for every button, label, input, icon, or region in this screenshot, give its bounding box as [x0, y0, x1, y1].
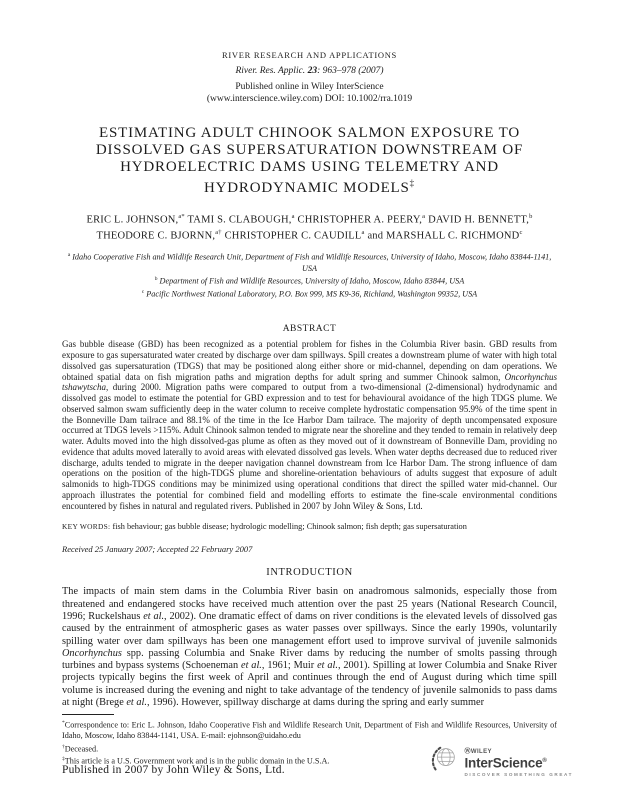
footnote-marker: †: [62, 743, 65, 750]
author: CHRISTOPHER A. PEERY,: [297, 214, 423, 226]
published-online-line: Published online in Wiley InterScience: [235, 82, 384, 92]
author-list: [62, 211, 557, 243]
keywords-line: [62, 522, 557, 531]
author-affil-marker: b: [529, 213, 533, 221]
affiliation-list: [62, 250, 557, 299]
introduction-body: [62, 586, 557, 709]
intro-text: The impacts of main stem dams in the Columbia River basin on anadromous salmonids, especially those from threatened and endangered stocks have received much attention over the past 25 years (National Research Council, 1996; Ruckelshaus: [62, 586, 557, 622]
abstract-text: Gas bubble disease (GBD) has been recognized as a potential problem for fishes in the Columbia River basin. GBD results from exposure to gas supersaturated water created by discharge over dam spillways. Spill creates a downstream plume of water with high total dissolved gas supersaturation (TDGS) that may be positioned along either shore or mid-channel, depending on dam operations. We obtained spatial data on fish migration paths and migration depths for adult spring and summer Chinook salmon,: [62, 339, 557, 382]
affil-text: Department of Fish and Wildlife Resources, University of Idaho, Moscow, Idaho 83844, USA: [159, 276, 465, 286]
abstract-body: [62, 339, 557, 511]
citation-pages: : 963–978 (2007): [317, 66, 384, 76]
author-affil-marker: a: [422, 213, 426, 221]
wiley-interscience-logo: [428, 743, 573, 780]
journal-name: RIVER RESEARCH AND APPLICATIONS: [222, 50, 397, 60]
footnote-text: Correspondence to: Eric L. Johnson, Idaho Cooperative Fish and Wildlife Research Unit, Department of Fish and Wildlife Resources, University of Idaho, Moscow, Idaho 83844-1141, USA. E-mail: ejohnson@uidaho.edu: [62, 721, 557, 741]
author: and MARSHALL C. RICHMOND: [367, 230, 520, 242]
logo-tagline: DISCOVER SOMETHING GREAT: [464, 771, 573, 777]
intro-text: spp. passing Columbia and Snake River dams by reducing the number of smolts passing through turbines and bypass systems (Schoeneman: [62, 647, 557, 672]
author: DAVID H. BENNETT,: [428, 214, 530, 226]
author-affil-marker: c: [519, 229, 523, 237]
interscience-wordmark: [464, 755, 573, 770]
author: TAMI S. CLABOUGH,: [187, 214, 292, 226]
affil-marker: c: [141, 288, 145, 295]
publisher-footer: Published in 2007 by John Wiley & Sons, Ltd.: [62, 764, 285, 776]
journal-citation: [62, 66, 557, 76]
affil-text: Idaho Cooperative Fish and Wildlife Research Unit, Department of Fish and Wildlife Resources, University of Idaho, Moscow, Idaho 83844-1141, USA: [72, 252, 552, 273]
intro-italic: et al.: [317, 660, 338, 672]
intro-text: , 1961; Muir: [261, 660, 318, 672]
affil-marker: b: [154, 275, 158, 282]
intro-text: , 2001). Spilling at lower Columbia and Snake River projects typically begins the first week of April and continues through the end of August during which time spill volume is increased during the evening and night to take advantage of the tendency of juvenile salmonids to pass dams at night (Brege: [62, 660, 558, 709]
abstract-section: [62, 324, 557, 511]
author-affil-marker: a*: [178, 213, 185, 221]
intro-italic: et al.: [241, 660, 262, 672]
footnote-divider: [62, 714, 114, 715]
journal-header: [62, 50, 557, 105]
wiley-wordmark: [464, 746, 573, 755]
species-name: Oncorhynchus tshawytscha: [62, 371, 557, 393]
citation-prefix: River. Res. Applic.: [235, 66, 308, 76]
introduction-section: [62, 567, 557, 709]
intro-italic: Oncorhynchus: [62, 647, 122, 659]
author-affil-marker: a: [291, 213, 295, 221]
author-affil-marker: a†: [215, 229, 222, 237]
affiliation-c: [62, 287, 557, 300]
intro-text: , 1996). However, spillway discharge at dams during the spring and early summer: [146, 697, 485, 709]
keywords-label: KEY WORDS:: [62, 522, 111, 532]
affiliation-a: [62, 250, 557, 274]
citation-volume: 23: [307, 66, 318, 76]
author-line-2: [62, 227, 557, 243]
title-footnote-marker: ‡: [409, 178, 415, 189]
affil-marker: a: [67, 252, 71, 259]
author-affil-marker: a: [361, 229, 365, 237]
intro-text: , 2002). One dramatic effect of dams on river conditions is the elevated levels of dissolved gas caused by the entrainment of atmospheric gases as water passes over spillways. Since the early 1990s, voluntarily spilling water over dam spillways has been one management effort used to improve survival of juvenile salmonids: [62, 610, 557, 647]
author-line-1: [62, 211, 557, 227]
interscience-label: InterScience: [464, 755, 543, 771]
affil-text: Pacific Northwest National Laboratory, P.O. Box 999, MS K9-36, Richland, Washington 99352, USA: [146, 289, 478, 299]
footnote-marker: ‡: [62, 756, 65, 763]
footnote-marker: *: [62, 720, 65, 727]
doi-line: (www.interscience.wiley.com) DOI: 10.1002/rra.1019: [206, 93, 413, 104]
wiley-circle-w-icon: Ⓦ: [464, 749, 471, 756]
author: THEODORE C. BJORNN,: [96, 230, 216, 242]
logo-text: [464, 746, 573, 777]
wiley-label: WILEY: [470, 749, 492, 756]
intro-italic: et al.: [143, 610, 165, 622]
keywords-text: fish behaviour; gas bubble disease; hydrologic modelling; Chinook salmon; fish depth; gas supersaturation: [112, 522, 467, 532]
interscience-globe-icon: [428, 743, 460, 780]
footnote-text: Deceased.: [64, 744, 99, 754]
title-text: ESTIMATING ADULT CHINOOK SALMON EXPOSURE TO DISSOLVED GAS SUPERSATURATION DOWNSTREAM OF HYDROELECTRIC DAMS USING TELEMETRY AND HYDRODYNAMIC MODELS: [95, 125, 524, 197]
introduction-heading: INTRODUCTION: [266, 567, 353, 579]
intro-italic: et al.: [126, 697, 147, 709]
abstract-heading: ABSTRACT: [282, 324, 337, 335]
registered-mark: ®: [542, 758, 547, 765]
abstract-text: , during 2000. Migration paths were compared to output from a two-dimensional (2-dimensional) hydrodynamic and dissolved gas model to estimate the potential for GBD expression and to test for behavioural avoidance of the high TDGS plume. We observed salmon swam sufficiently deep in the water column to receive complete hydrostatic compensation 95.9% of the time spent in the Bonneville Dam tailrace and 88.1% of the time in the Ice Harbor Dam tailrace. The majority of depth uncompensated exposure occurred at TDGS levels >115%. Adult Chinook salmon tended to migrate near the shoreline and they tended to remain in relatively deep water. Adults moved into the high dissolved-gas plume as often as they moved out of it downstream of Bonneville Dam, providing no evidence that adults moved laterally to avoid areas with elevated dissolved gas levels. When water depths decreased due to reduced river discharge, adults tended to migrate in the deeper navigation channel downstream from Ice Harbor Dam. The strong influence of dam operations on the position of the high-TDGS plume and shoreline-orientation behaviours of adults suggest that exposure of adult salmonids to high-TDGS conditions may be minimized using operational conditions that direct the spilled water mid-channel. Our approach illustrates the potential for combined field and modelling efforts to estimate the fine-scale environmental conditions encountered by fishes in natural and regulated rivers. Published in 2007 by John Wiley & Sons, Ltd.: [62, 382, 557, 511]
affiliation-b: [62, 274, 557, 287]
page-title: [68, 125, 551, 197]
author: ERIC L. JOHNSON,: [86, 214, 179, 226]
received-accepted-line: Received 25 January 2007; Accepted 22 February 2007: [62, 544, 253, 555]
footnote-text: This article is a U.S. Government work and is in the public domain in the U.S.A.: [64, 757, 330, 767]
footnote-correspondence: [62, 718, 557, 741]
author: CHRISTOPHER C. CAUDILL: [224, 230, 362, 242]
